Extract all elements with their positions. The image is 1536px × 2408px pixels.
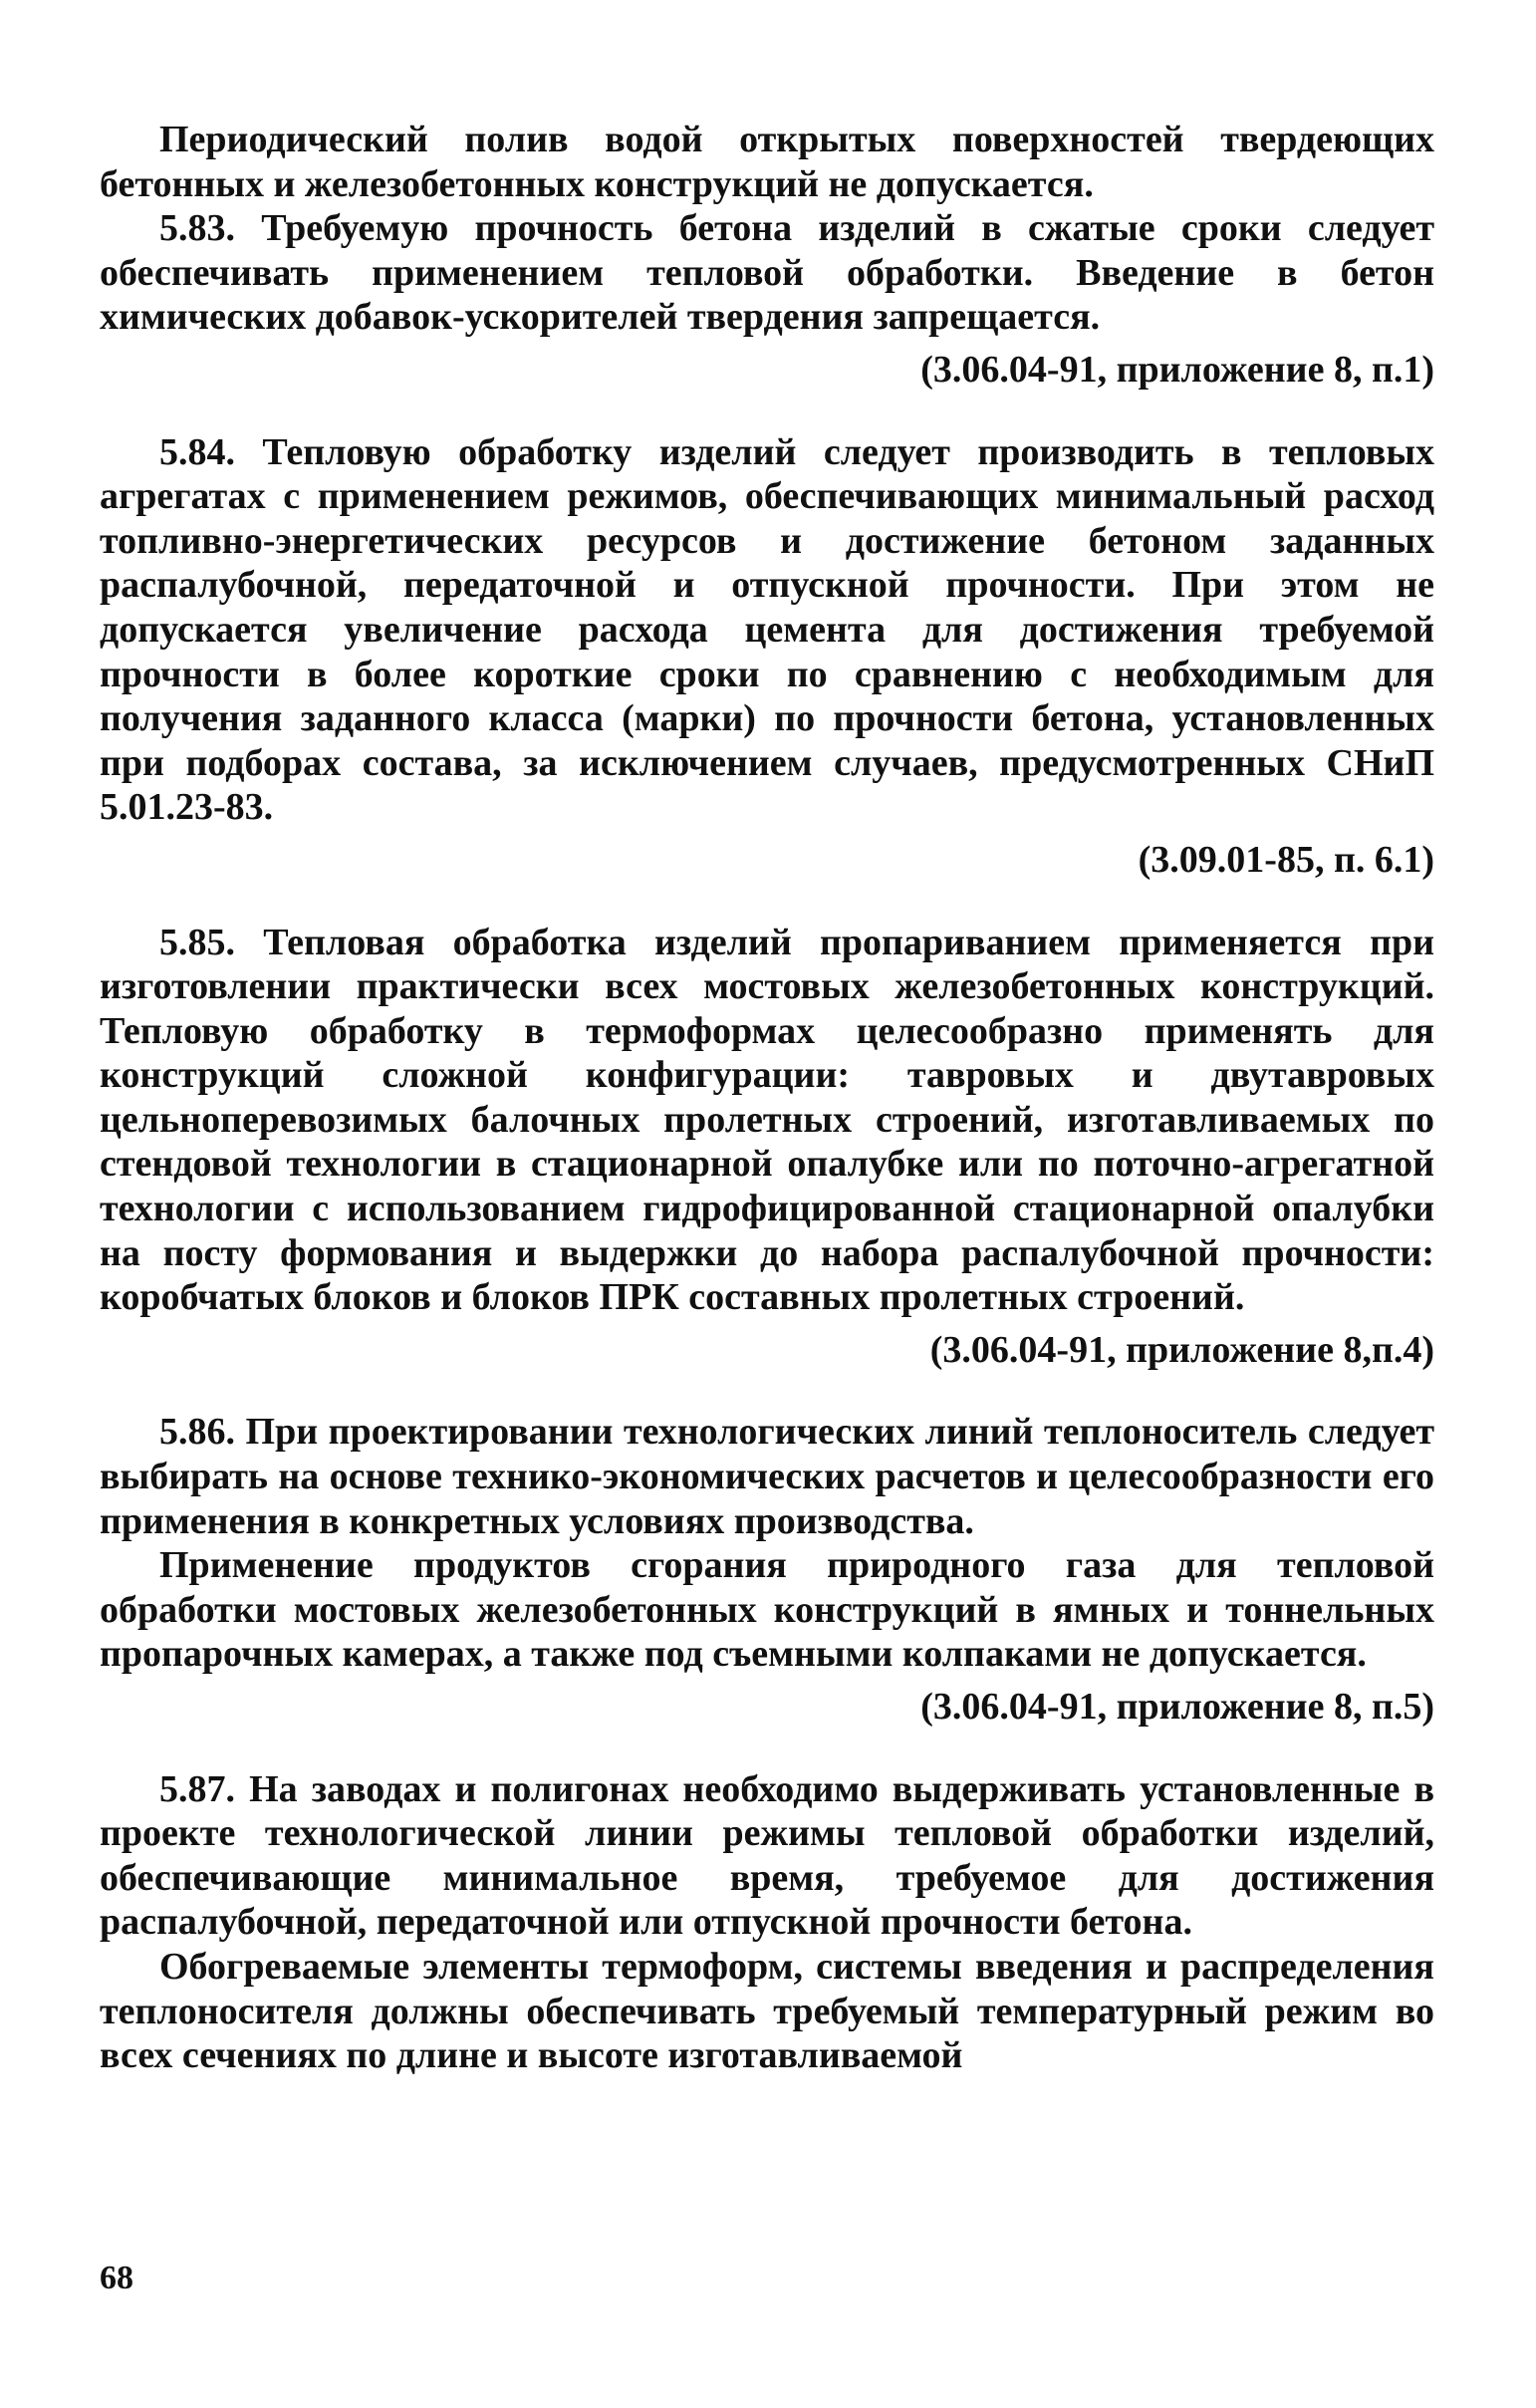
- document-body: [100, 118, 1434, 2078]
- paragraph-5-83: 5.83. Требуемую прочность бетона изделий в сжатые сроки следует обеспечивать применением тепловой обработки. Введение в бетон химических добавок-ускорителей твердения запрещается.: [100, 207, 1434, 339]
- paragraph-5-86-cont: Применение продуктов сгорания природного газа для тепловой обработки мостовых железобетонных конструкций в ямных и тоннельных пропарочных камерах, а также под съемными колпаками не допускается.: [100, 1544, 1434, 1676]
- paragraph-5-85: 5.85. Тепловая обработка изделий пропариванием применяется при изготовлении практически всех мостовых железобетонных конструкций. Тепловую обработку в термоформах целесообразно применять для конструкций сложной конфигурации: тавровых и двутавровых цельноперевозимых балочных пролетных строений, изготавливаемых по стендовой технологии в стационарной опалубке или по поточно-агрегатной технологии с использованием гидрофицированной стационарной опалубки на посту формования и выдержки до набора распалубочной прочности: коробчатых блоков и блоков ПРК составных пролетных строений.: [100, 921, 1434, 1319]
- paragraph-5-87: 5.87. На заводах и полигонах необходимо выдерживать установленные в проекте технологической линии режимы тепловой обработки изделий, обеспечивающие минимальное время, требуемое для достижения распалубочной, передаточной или отпускной прочности бетона.: [100, 1767, 1434, 1944]
- reference-5-85: (3.06.04-91, приложение 8,п.4): [929, 1328, 1434, 1371]
- reference-5-83: (3.06.04-91, приложение 8, п.1): [920, 348, 1434, 391]
- paragraph-intro: Периодический полив водой открытых поверхностей твердеющих бетонных и железобетонных конструкций не допускается.: [100, 119, 1434, 205]
- paragraph-5-87-cont: Обогреваемые элементы термоформ, системы введения и распределения теплоносителя должны обеспечивать требуемый температурный режим во всех сечениях по длине и высоте изготавливаемой: [100, 1945, 1434, 2077]
- paragraph-5-86: 5.86. При проектировании технологических линий теплоноситель следует выбирать на основе технико-экономических расчетов и целесообразности его применения в конкретных условиях производства.: [100, 1411, 1434, 1542]
- reference-5-86: (3.06.04-91, приложение 8, п.5): [920, 1686, 1434, 1728]
- paragraph-5-84: 5.84. Тепловую обработку изделий следует производить в тепловых агрегатах с применением режимов, обеспечивающих минимальный расход топливно-энергетических ресурсов и достижение бетоном заданных распалубочной, передаточной и отпускной прочности. При этом не допускается увеличение расхода цемента для достижения требуемой прочности в более короткие сроки по сравнению с необходимым для получения заданного класса (марки) по прочности бетона, установленных при подборах состава, за исключением случаев, предусмотренных СНиП 5.01.23-83.: [100, 430, 1434, 829]
- page-number: 68: [100, 2260, 133, 2296]
- reference-5-84: (3.09.01-85, п. 6.1): [1138, 838, 1434, 881]
